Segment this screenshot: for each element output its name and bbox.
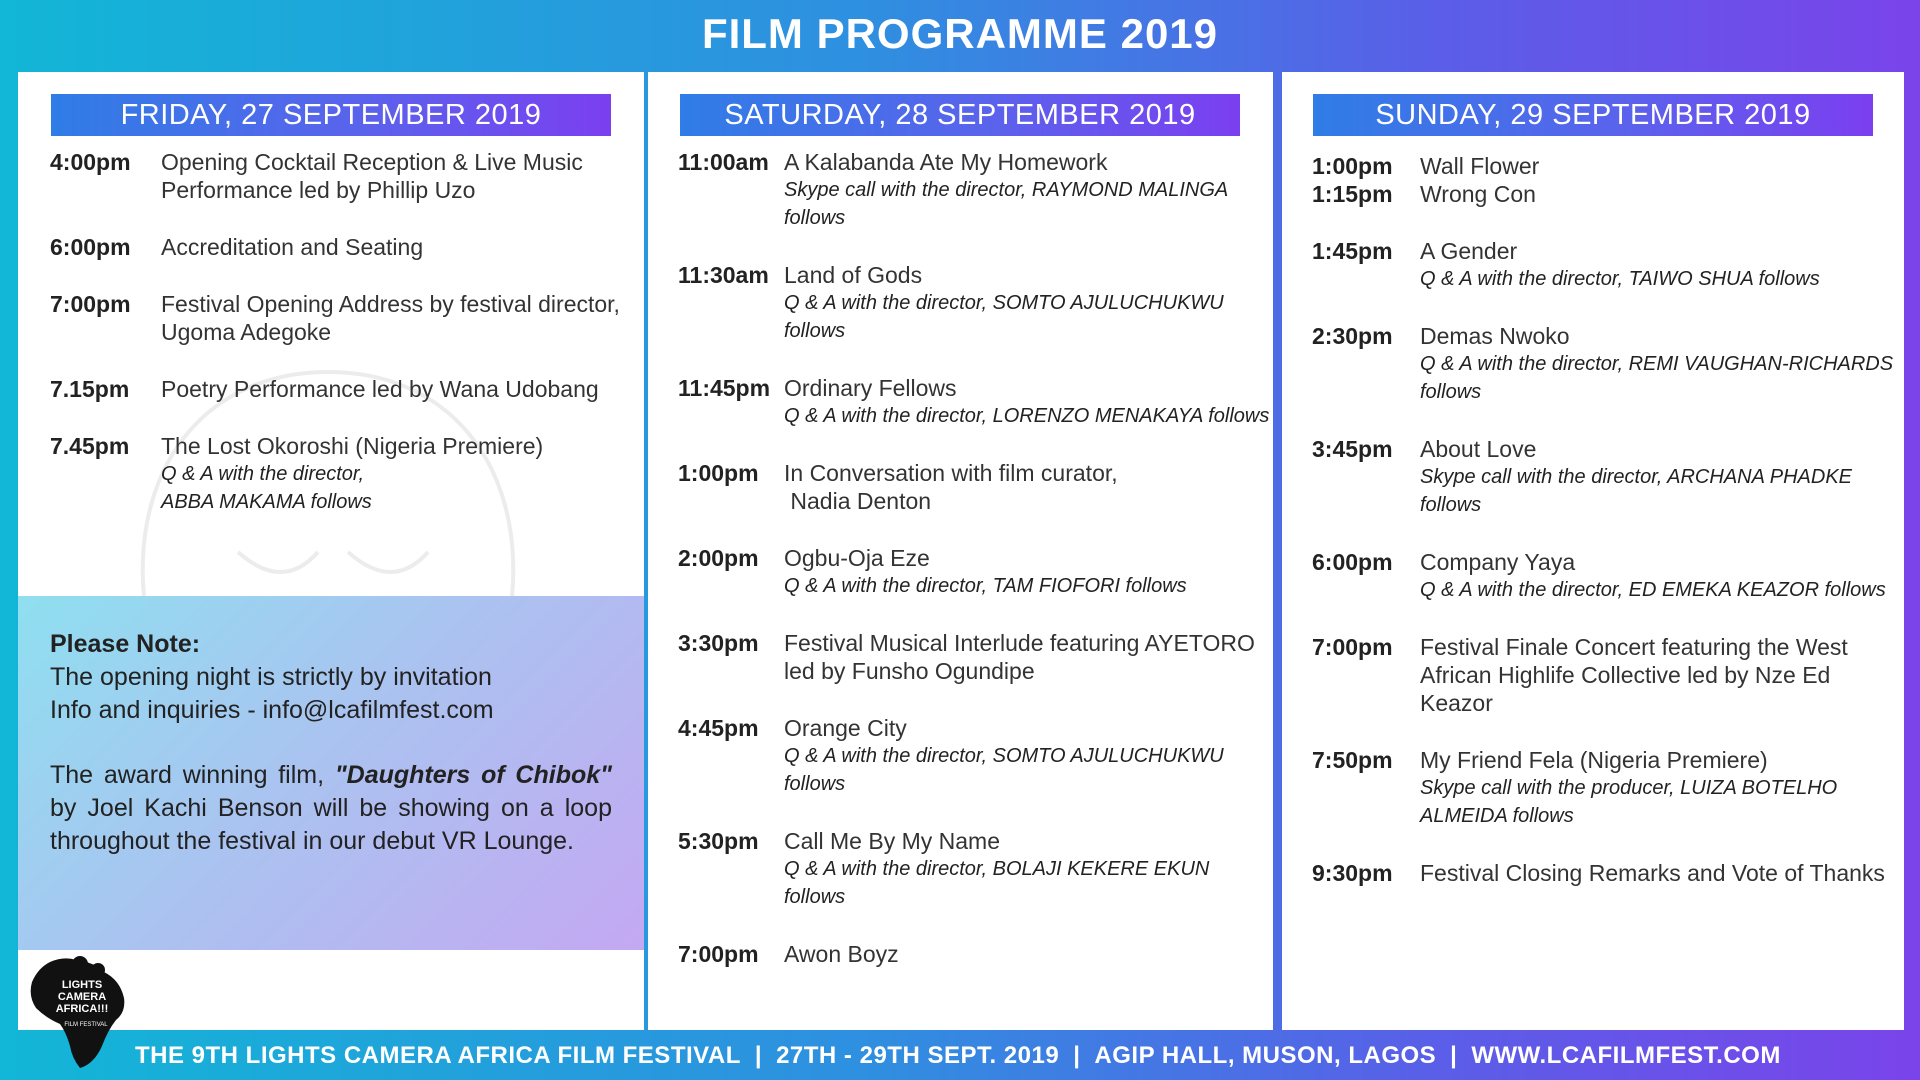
event-title: Company Yaya xyxy=(1420,549,1576,575)
event-item xyxy=(1282,633,1904,717)
event-title: In Conversation with film curator, xyxy=(784,460,1118,486)
event-time: 1:00pm xyxy=(678,460,759,486)
event-subtitle: Skype call with the director, RAYMOND MALINGA follows xyxy=(784,179,1228,229)
event-item xyxy=(648,714,1273,798)
logo-text: LIGHTS xyxy=(61,979,103,991)
please-note-panel xyxy=(18,596,644,950)
event-time: 2:00pm xyxy=(678,545,759,571)
event-time: 7.45pm xyxy=(50,433,130,459)
friday-events xyxy=(18,148,644,545)
event-subtitle: ABBA MAKAMA follows xyxy=(161,491,372,513)
event-title: About Love xyxy=(1420,436,1537,462)
saturday-column xyxy=(648,72,1273,1030)
saturday-header: SATURDAY, 28 SEPTEMBER 2019 xyxy=(680,94,1240,136)
event-time: 11:00am xyxy=(678,149,769,175)
logo-text: AFRICA!!! xyxy=(55,1003,109,1015)
event-time: 7.15pm xyxy=(50,376,130,402)
event-subtitle: Q & A with the director, REMI VAUGHAN-RICHARDS follows xyxy=(1420,353,1894,403)
event-title: Opening Cocktail Reception & Live Music Performance led by Phillip Uzo xyxy=(161,149,583,203)
event-title: Poetry Performance led by Wana Udobang xyxy=(161,376,599,402)
event-title: My Friend Fela (Nigeria Premiere) xyxy=(1420,747,1768,773)
event-item xyxy=(1282,322,1904,406)
event-title: Festival Closing Remarks and Vote of Thanks xyxy=(1420,860,1885,886)
event-subtitle: Q & A with the director, TAM FIOFORI follows xyxy=(784,575,1187,597)
event-time: 3:30pm xyxy=(678,630,759,656)
note-award xyxy=(50,759,612,858)
event-subtitle: Q & A with the director, xyxy=(161,463,365,485)
event-title: Land of Gods xyxy=(784,262,923,288)
event-time: 5:30pm xyxy=(678,828,759,854)
event-item xyxy=(1282,746,1904,830)
event-time: 2:30pm xyxy=(1312,323,1393,349)
event-item xyxy=(1282,237,1904,293)
logo-text: CAMERA xyxy=(57,991,107,1003)
sunday-column xyxy=(1282,72,1904,1030)
event-title: A Kalabanda Ate My Homework xyxy=(784,149,1108,175)
note-inquiries: Info and inquiries - info@lcafilmfest.com xyxy=(50,696,494,724)
event-title: Awon Boyz xyxy=(784,941,899,967)
event-item xyxy=(18,375,644,403)
event-title: Ordinary Fellows xyxy=(784,375,957,401)
event-item xyxy=(1282,152,1904,208)
event-subtitle: Q & A with the director, ED EMEKA KEAZOR follows xyxy=(1420,579,1886,601)
footer-separator: | xyxy=(1450,1042,1458,1069)
event-subtitle: Q & A with the director, BOLAJI KEKERE EKUN follows xyxy=(784,858,1210,908)
event-item xyxy=(1282,859,1904,887)
award-film-title: "Daughters of Chibok" xyxy=(334,761,613,789)
footer-website-link[interactable]: WWW.LCAFILMFEST.COM xyxy=(1471,1042,1781,1069)
event-title: Accreditation and Seating xyxy=(161,234,424,260)
event-title: A Gender xyxy=(1420,238,1518,264)
event-item xyxy=(1282,548,1904,604)
event-time: 11:45pm xyxy=(678,375,771,401)
event-subtitle: Q & A with the director, SOMTO AJULUCHUKWU follows xyxy=(784,292,1224,342)
saturday-events xyxy=(648,148,1273,997)
event-item xyxy=(648,544,1273,600)
page-title: FILM PROGRAMME 2019 xyxy=(701,10,1219,57)
event-title: Wrong Con xyxy=(1420,181,1536,207)
event-title: Demas Nwoko xyxy=(1420,323,1570,349)
event-time: 11:30am xyxy=(678,262,769,288)
event-title: Call Me By My Name xyxy=(784,828,1000,854)
event-time: 7:50pm xyxy=(1312,747,1393,773)
event-title: Orange City xyxy=(784,715,907,741)
sunday-events xyxy=(1282,152,1904,916)
event-subtitle: Skype call with the director, ARCHANA PHADKE follows xyxy=(1420,466,1853,516)
event-time: 9:30pm xyxy=(1312,860,1393,886)
event-time: 6:00pm xyxy=(1312,549,1393,575)
event-time: 4:00pm xyxy=(50,149,131,175)
event-item xyxy=(648,261,1273,345)
event-item xyxy=(18,432,644,516)
footer-bar xyxy=(0,1036,1920,1076)
award-text: The award winning film, xyxy=(50,761,335,789)
event-item xyxy=(18,233,644,261)
note-title: Please Note: xyxy=(50,630,201,658)
event-time: 3:45pm xyxy=(1312,436,1393,462)
event-time: 4:45pm xyxy=(678,715,759,741)
event-item xyxy=(648,940,1273,968)
event-item xyxy=(648,148,1273,232)
sunday-header: SUNDAY, 29 SEPTEMBER 2019 xyxy=(1313,94,1873,136)
event-item xyxy=(648,629,1273,685)
event-time: 7:00pm xyxy=(50,291,131,317)
event-subtitle: Q & A with the director, SOMTO AJULUCHUKWU follows xyxy=(784,745,1224,795)
event-title: The Lost Okoroshi (Nigeria Premiere) xyxy=(161,433,544,459)
event-subtitle: Skype call with the producer, LUIZA BOTELHO ALMEIDA follows xyxy=(1420,777,1838,827)
event-time: 1:00pm xyxy=(1312,153,1393,179)
footer-separator: | xyxy=(1073,1042,1081,1069)
event-title: Nadia Denton xyxy=(784,488,932,514)
footer-venue: AGIP HALL, MUSON, LAGOS xyxy=(1094,1042,1437,1069)
footer-dates: 27TH - 29TH SEPT. 2019 xyxy=(776,1042,1060,1069)
event-time: 7:00pm xyxy=(678,941,759,967)
award-text: by Joel Kachi Benson will be showing on a loop throughout the festival in our debut VR Lounge. xyxy=(50,794,612,855)
event-item xyxy=(648,827,1273,911)
event-title: Festival Finale Concert featuring the West African Highlife Collective led by Nze Ed Keazor xyxy=(1420,634,1848,716)
event-time: 6:00pm xyxy=(50,234,131,260)
event-title: Ogbu-Oja Eze xyxy=(784,545,930,571)
event-item xyxy=(1282,435,1904,519)
friday-header: FRIDAY, 27 SEPTEMBER 2019 xyxy=(51,94,611,136)
event-item xyxy=(648,374,1273,430)
event-item xyxy=(18,148,644,204)
event-time: 7:00pm xyxy=(1312,634,1393,660)
event-subtitle: Q & A with the director, LORENZO MENAKAYA follows xyxy=(784,405,1270,427)
event-title: Festival Musical Interlude featuring AYETORO led by Funsho Ogundipe xyxy=(784,630,1255,684)
footer-festival: THE 9TH LIGHTS CAMERA AFRICA FILM FESTIVAL xyxy=(135,1042,741,1069)
event-subtitle: Q & A with the director, TAIWO SHUA follows xyxy=(1420,268,1820,290)
event-item xyxy=(648,459,1273,515)
event-time: 1:15pm xyxy=(1312,181,1393,207)
event-time: 1:45pm xyxy=(1312,238,1393,264)
note-invitation: The opening night is strictly by invitation xyxy=(50,663,492,691)
event-item xyxy=(18,290,644,346)
logo-text: FILM FESTIVAL xyxy=(64,1022,108,1028)
event-title: Festival Opening Address by festival director, Ugoma Adegoke xyxy=(161,291,620,345)
footer-separator: | xyxy=(754,1042,763,1069)
friday-column xyxy=(18,72,644,1030)
event-title: Wall Flower xyxy=(1420,153,1540,179)
